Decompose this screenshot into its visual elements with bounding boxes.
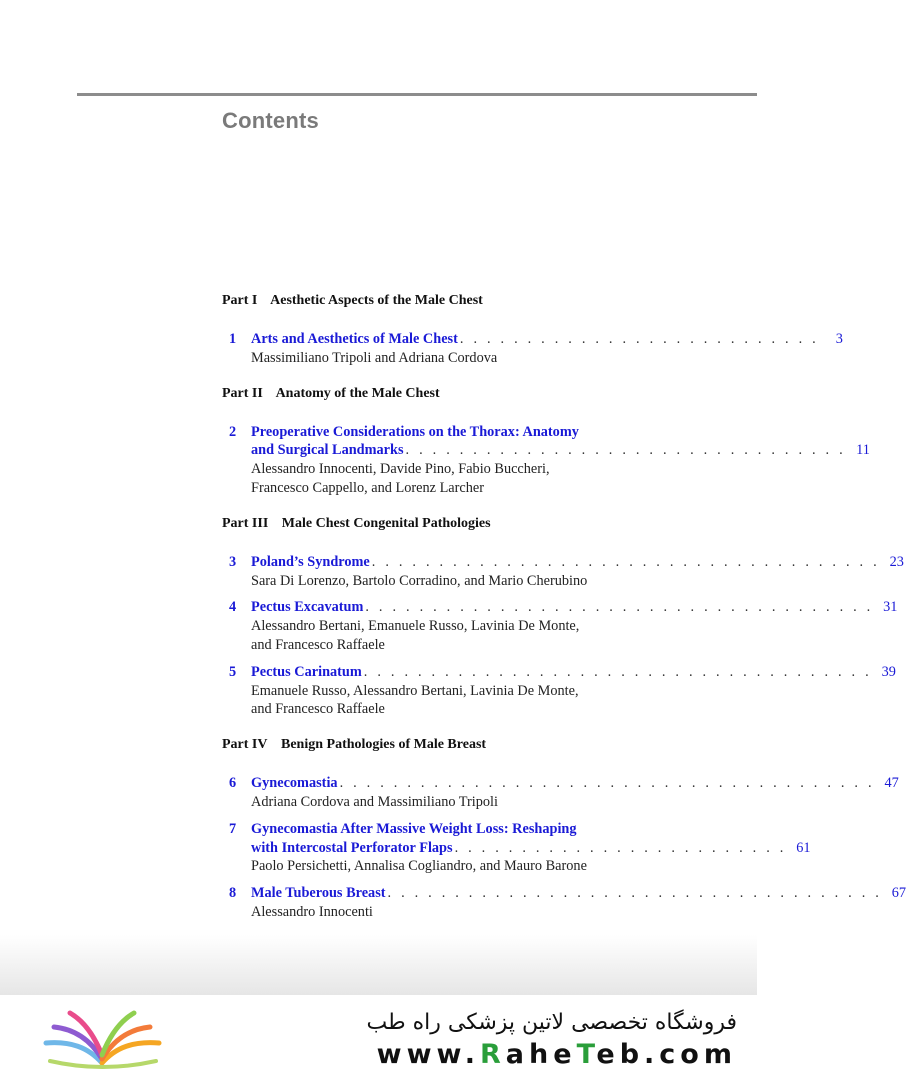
chapter-number: 3 [229, 553, 237, 570]
leader-dots: . . . . . . . . . . . . . . . . . . . . . . . . . [454, 839, 787, 856]
open-book-logo-icon [40, 1003, 165, 1069]
url-middle: ahe [505, 1039, 577, 1070]
page-number-link[interactable]: 67 [891, 885, 906, 902]
chapter-entry[interactable] [222, 553, 904, 591]
part-number: Part II [222, 385, 263, 401]
chapter-number: 2 [229, 423, 237, 440]
part-title: Benign Pathologies of Male Breast [281, 737, 487, 753]
page-number-link[interactable]: 47 [884, 775, 899, 792]
part-heading [222, 737, 684, 753]
leader-dots: . . . . . . . . . . . . . . . . . . . . . . . . . . . . . . . . . . . . . [387, 885, 883, 902]
chapter-number: 5 [229, 663, 237, 680]
chapter-entry[interactable] [222, 663, 896, 719]
author-line: Francesco Cappello, and Lorenz Larcher [251, 479, 485, 496]
chapter-number: 6 [229, 775, 237, 792]
chapter-title-link[interactable]: Preoperative Considerations on the Thorax: Anatomy [251, 423, 579, 440]
store-banner [0, 995, 757, 1080]
chapter-title-link[interactable]: Gynecomastia After Massive Weight Loss: Reshaping [251, 820, 577, 837]
store-url[interactable] [377, 1039, 737, 1070]
author-line: Paolo Persichetti, Annalisa Cogliandro, and Mauro Barone [251, 858, 587, 875]
part-number: Part III [222, 515, 269, 531]
author-line: Alessandro Bertani, Emanuele Russo, Lavinia De Monte, [251, 618, 580, 635]
chapter-title-link[interactable]: Poland’s Syndrome [251, 553, 370, 570]
leader-dots: . . . . . . . . . . . . . . . . . . . . . . . . . . . [459, 331, 819, 347]
chapter-number: 1 [229, 331, 237, 347]
leader-dots: . . . . . . . . . . . . . . . . . . . . . . . . . . . . . . . . . . . . . . [371, 553, 880, 570]
chapter-number: 4 [229, 599, 237, 616]
author-line: Massimiliano Tripoli and Adriana Cordova [251, 349, 498, 366]
table-of-contents [222, 293, 906, 930]
chapter-entry[interactable] [222, 820, 811, 876]
page-number-link[interactable]: 31 [883, 599, 898, 616]
part-number: Part I [222, 293, 258, 308]
author-line: Sara Di Lorenzo, Bartolo Corradino, and Mario Cherubino [251, 572, 588, 589]
leader-dots: . . . . . . . . . . . . . . . . . . . . . . . . . . . . . . . . . . . . . . . . [339, 775, 875, 792]
url-suffix: eb.com [596, 1039, 737, 1070]
author-line: Adriana Cordova and Massimiliano Tripoli [251, 793, 499, 810]
chapter-title-link[interactable]: Pectus Carinatum [251, 663, 362, 680]
part-heading [222, 516, 684, 532]
chapter-entry[interactable] [222, 598, 898, 654]
part-title: Male Chest Congenital Pathologies [281, 515, 491, 531]
part-heading [222, 386, 684, 402]
page-title: Contents [222, 108, 319, 133]
chapter-entry[interactable] [222, 423, 870, 498]
chapter-entry[interactable] [222, 774, 899, 812]
leader-dots: . . . . . . . . . . . . . . . . . . . . . . . . . . . . . . . . . . . . . . [365, 599, 874, 616]
page-number-link[interactable]: 39 [881, 663, 896, 680]
author-line: and Francesco Raffaele [251, 636, 385, 653]
chapter-authors [251, 572, 684, 591]
author-line: Alessandro Innocenti [251, 903, 373, 920]
author-line: Emanuele Russo, Alessandro Bertani, Lavinia De Monte, [251, 682, 579, 699]
chapter-title-link[interactable]: Arts and Aesthetics of Male Chest [251, 331, 458, 347]
author-line: and Francesco Raffaele [251, 701, 385, 718]
part-number: Part IV [222, 737, 268, 753]
chapter-authors [251, 903, 684, 922]
chapter-title-link[interactable]: Pectus Excavatum [251, 599, 364, 616]
leader-dots: . . . . . . . . . . . . . . . . . . . . . . . . . . . . . . . . . . . . . . [363, 663, 872, 680]
chapter-authors [251, 793, 684, 812]
chapter-entry[interactable] [222, 330, 843, 368]
url-accent: T [576, 1039, 597, 1070]
page-number-link[interactable]: 3 [835, 331, 843, 347]
chapter-number: 8 [229, 885, 237, 902]
store-name: فروشگاه تخصصی لاتین پزشکی راه طب [366, 1010, 737, 1035]
part-title: Anatomy of the Male Chest [275, 385, 440, 401]
top-rule [77, 93, 757, 96]
chapter-title-link[interactable]: Male Tuberous Breast [251, 885, 386, 902]
chapter-authors [251, 857, 684, 876]
author-line: Alessandro Innocenti, Davide Pino, Fabio Buccheri, [251, 461, 550, 478]
chapter-authors [251, 617, 684, 655]
chapter-authors [251, 682, 684, 720]
page-number-link[interactable]: 61 [796, 839, 811, 856]
chapter-authors [251, 460, 684, 498]
page-bottom-shadow [0, 935, 757, 995]
chapter-title-link[interactable]: with Intercostal Perforator Flaps [251, 839, 453, 856]
chapter-number: 7 [229, 820, 237, 837]
page-number-link[interactable]: 11 [856, 442, 870, 459]
chapter-authors [251, 349, 684, 368]
chapter-entry[interactable] [222, 884, 906, 922]
part-title: Aesthetic Aspects of the Male Chest [270, 293, 483, 308]
chapter-title-link[interactable]: Gynecomastia [251, 775, 338, 792]
page-number-link[interactable]: 23 [889, 553, 904, 570]
part-heading [222, 293, 684, 309]
leader-dots: . . . . . . . . . . . . . . . . . . . . . . . . . . . . . . . . . [405, 442, 846, 459]
url-accent: R [480, 1039, 506, 1070]
chapter-title-link[interactable]: and Surgical Landmarks [251, 442, 404, 459]
url-prefix: www. [376, 1039, 480, 1070]
